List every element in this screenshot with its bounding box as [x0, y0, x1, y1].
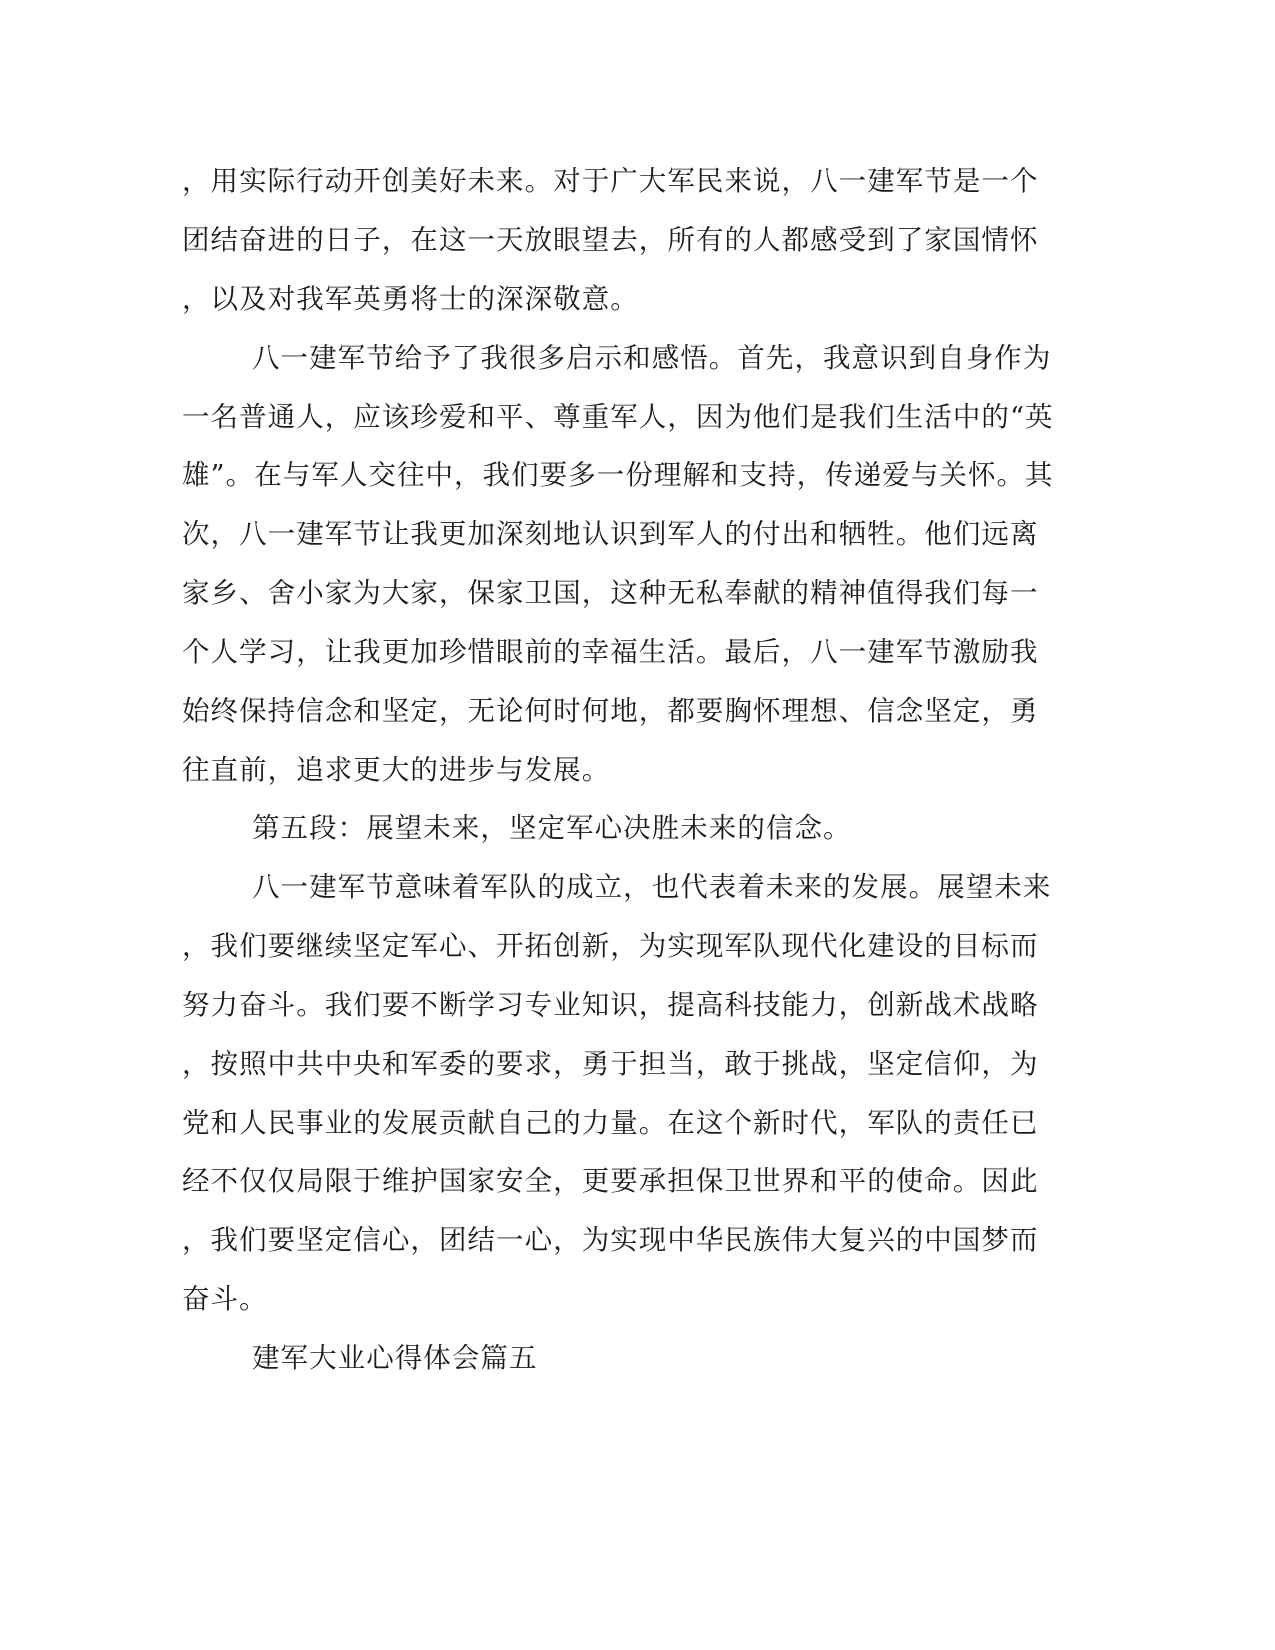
section-heading: 第五段：展望未来，坚定军心决胜未来的信念。 [252, 812, 852, 844]
paragraph-3-line-5: 党和人民事业的发展贡献自己的力量。在这个新时代，军队的责任已 [182, 1107, 1039, 1139]
paragraph-1-line-2: 团结奋进的日子，在这一天放眼望去，所有的人都感受到了家国情怀 [182, 224, 1039, 256]
paragraph-3-line-4: ，按照中共中央和军委的要求，勇于担当，敢于挑战，坚定信仰，为 [182, 1048, 1039, 1080]
paragraph-3-line-6: 经不仅仅局限于维护国家安全，更要承担保卫世界和平的使命。因此 [182, 1165, 1039, 1197]
paragraph-2-line-3: 雄”。在与军人交往中，我们要多一份理解和支持，传递爱与关怀。其 [182, 459, 1054, 491]
paragraph-3-line-3: 努力奋斗。我们要不断学习专业知识，提高科技能力，创新战术战略 [182, 989, 1039, 1021]
next-section-title: 建军大业心得体会篇五 [252, 1342, 538, 1374]
paragraph-3-line-8: 奋斗。 [182, 1283, 268, 1315]
paragraph-2-line-7: 始终保持信念和坚定，无论何时何地，都要胸怀理想、信念坚定，勇 [182, 695, 1039, 727]
paragraph-3-line-2: ，我们要继续坚定军心、开拓创新，为实现军队现代化建设的目标而 [182, 930, 1039, 962]
paragraph-3-line-7: ，我们要坚定信心，团结一心，为实现中华民族伟大复兴的中国梦而 [182, 1224, 1039, 1256]
paragraph-1-line-3: ，以及对我军英勇将士的深深敬意。 [182, 283, 639, 315]
paragraph-2-line-8: 往直前，追求更大的进步与发展。 [182, 754, 611, 786]
paragraph-2-line-6: 个人学习，让我更加珍惜眼前的幸福生活。最后，八一建军节激励我 [182, 636, 1039, 668]
paragraph-2-line-2: 一名普通人，应该珍爱和平、尊重军人，因为他们是我们生活中的“英 [182, 401, 1054, 433]
paragraph-3-line-1: 八一建军节意味着军队的成立，也代表着未来的发展。展望未来 [252, 871, 1052, 903]
paragraph-2-line-4: 次，八一建军节让我更加深刻地认识到军人的付出和牺牲。他们远离 [182, 518, 1039, 550]
paragraph-2-line-5: 家乡、舍小家为大家，保家卫国，这种无私奉献的精神值得我们每一 [182, 577, 1039, 609]
paragraph-1-line-1: ，用实际行动开创美好未来。对于广大军民来说，八一建军节是一个 [182, 165, 1039, 197]
paragraph-2-line-1: 八一建军节给予了我很多启示和感悟。首先，我意识到自身作为 [252, 342, 1052, 374]
